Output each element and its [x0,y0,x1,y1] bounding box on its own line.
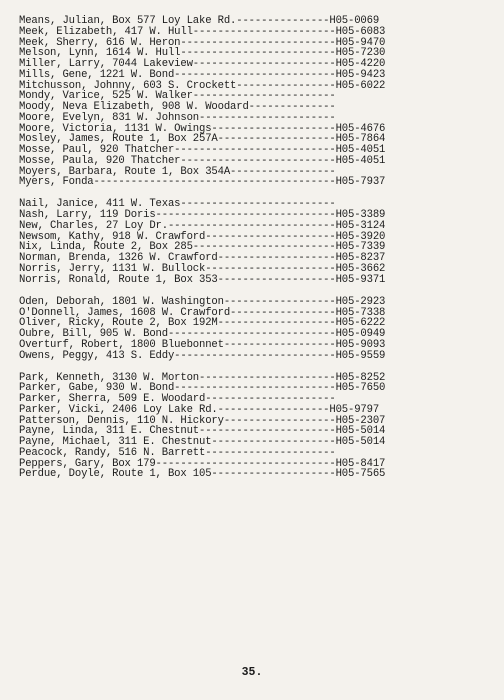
directory-entry: Newsom, Kathy, 918 W. Crawford---------------------H05-3920 [19,230,386,243]
directory-entry: Peppers, Gary, Box 179-----------------------------H05-8417 [19,457,386,470]
directory-entry: Overturf, Robert, 1800 Bluebonnet------------------H05-9093 [19,338,386,351]
directory-entry: Nash, Larry, 119 Doris-----------------------------H05-3389 [19,209,386,222]
directory-entry: Owens, Peggy, 413 S. Eddy--------------------------H05-9559 [19,349,386,362]
directory-entry: Nail, Janice, 411 W. Texas------------------------- [19,198,336,211]
directory-entry: Mosley, James, Route 1, Box 257A-------------------H05-7864 [19,133,386,146]
directory-entry: Miller, Larry, 7044 Lakeview-----------------------H05-4220 [19,58,386,70]
directory-entry: Oliver, Ricky, Route 2, Box 192M-------------------H05-6222 [19,317,386,330]
directory-entry: Myers, Fonda---------------------------------------H05-7937 [19,176,386,189]
directory-entry: Oden, Deborah, 1801 W. Washington------------------H05-2923 [19,295,386,308]
directory-entry: Meek, Elizabeth, 417 W. Hull-----------------------H05-6083 [19,25,386,38]
directory-entry: Nix, Linda, Route 2, Box 285-----------------------H05-7339 [19,241,386,254]
directory-entry: Moore, Evelyn, 831 W. Johnson---------------------- [19,111,336,124]
letter-group [19,373,489,481]
letter-group [19,16,489,188]
directory-entry: Oubre, Bill, 905 W. Bond---------------------------H05-0949 [19,328,386,341]
directory-entry: Payne, Michael, 311 E. Chestnut--------------------H05-5014 [19,436,386,449]
directory-entry: Patterson, Dennis, 110 N. Hickory------------------H05-2307 [19,414,386,427]
directory-entry: Perdue, Doyle, Route 1, Box 105--------------------H05-7565 [19,468,386,481]
directory-entry: Norris, Ronald, Route 1, Box 353-------------------H05-9371 [19,273,386,286]
directory-entry: Melson, Lynn, 1614 W. Hull-------------------------H05-7230 [19,47,386,60]
directory-entry: Norris, Jerry, 1131 W. Bullock---------------------H05-3662 [19,262,386,275]
page-number: 35. [241,666,263,679]
directory-entry: O'Donnell, James, 1608 W. Crawford-----------------H05-7338 [19,306,386,319]
directory-entry: New, Charles, 27 Loy Dr.---------------------------H05-3124 [19,219,386,232]
directory-entry: Mondy, Varice, 525 W. Walker----------------------- [19,90,336,103]
letter-group [19,297,489,362]
directory-entry: Moore, Victoria, 1131 W. Owings--------------------H05-4676 [19,122,386,135]
directory-listing [19,16,489,492]
directory-entry: Parker, Vicki, 2406 Loy Lake Rd.------------------H05-9797 [19,403,380,416]
directory-entry: Mitchusson, Johnny, 603 S. Crockett----------------H05-6022 [19,79,386,92]
directory-entry: Parker, Gabe, 930 W. Bond--------------------------H05-7650 [19,382,386,395]
directory-entry: Moyers, Barbara, Route 1, Box 354A----------------- [19,165,336,178]
directory-entry: Moody, Neva Elizabeth, 908 W. Woodard-------------- [19,101,336,113]
directory-entry: Meek, Sherry, 616 W. Heron-------------------------H05-9470 [19,36,386,49]
directory-entry: Norman, Brenda, 1326 W. Crawford-------------------H05-8237 [19,252,386,265]
directory-entry: Mills, Gene, 1221 W. Bond--------------------------H05-9423 [19,68,386,81]
directory-entry: Park, Kenneth, 3130 W. Morton----------------------H05-8252 [19,371,386,384]
directory-entry: Peacock, Randy, 516 N. Barrett--------------------- [19,446,336,459]
directory-entry: Mosse, Paul, 920 Thatcher--------------------------H05-4051 [19,144,386,156]
directory-entry: Payne, Linda, 311 E. Chestnut----------------------H05-5014 [19,425,386,438]
directory-entry: Means, Julian, Box 577 Loy Lake Rd.---------------H05-0069 [19,15,380,27]
letter-group [19,199,489,285]
directory-entry: Mosse, Paula, 920 Thatcher-------------------------H05-4051 [19,154,386,167]
directory-entry: Parker, Sherra, 509 E. Woodard--------------------- [19,393,336,406]
